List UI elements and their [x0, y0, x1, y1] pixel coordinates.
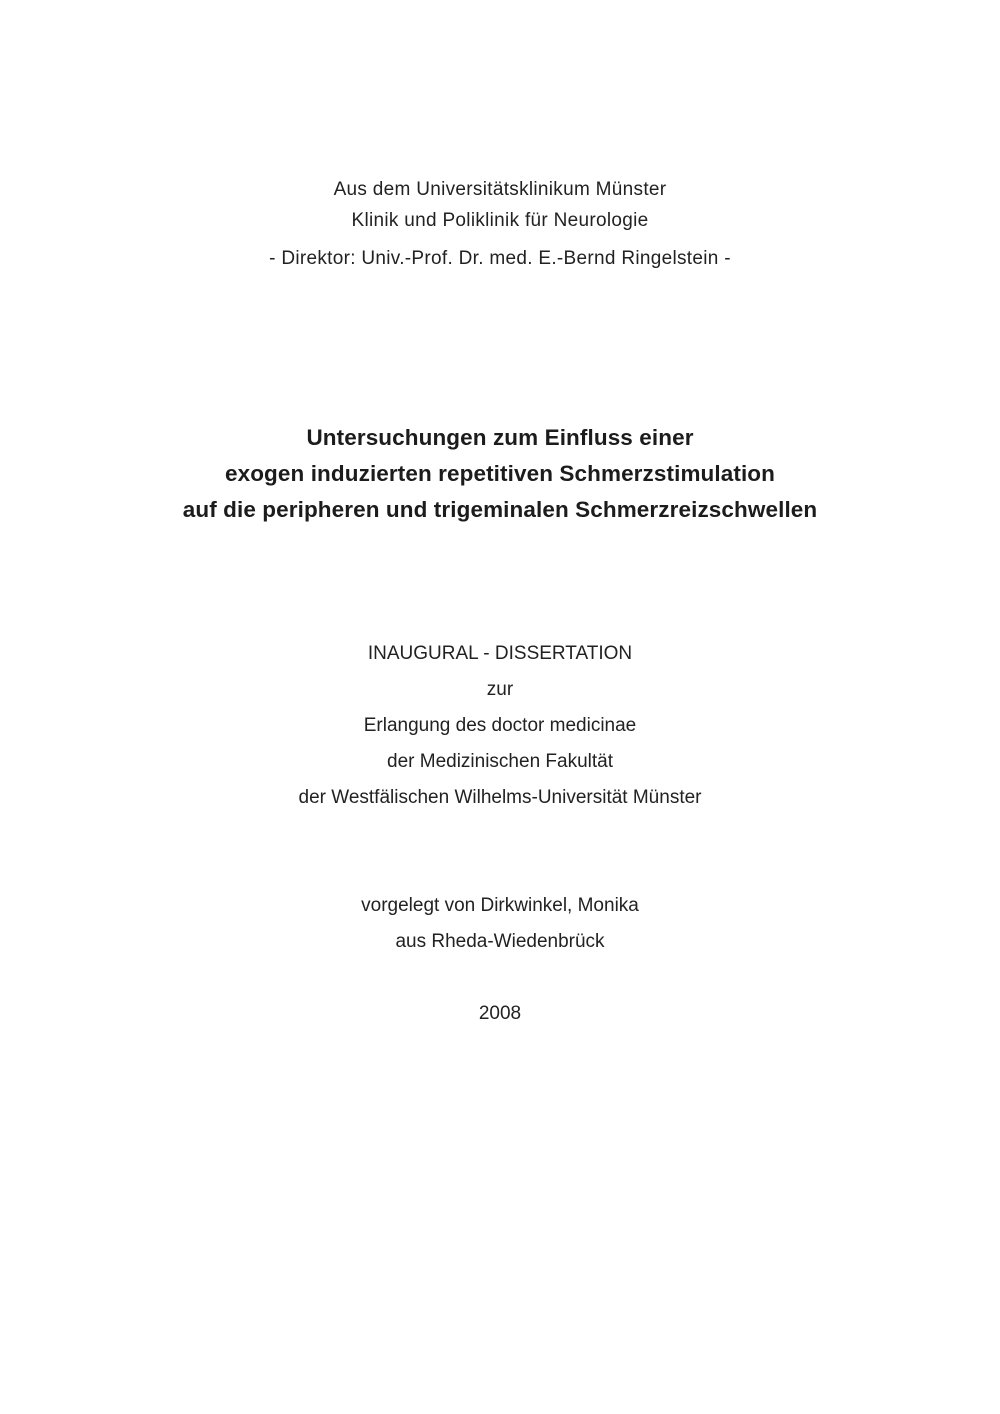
institution-line: Aus dem Universitätsklinikum Münster — [333, 179, 667, 200]
author-line: vorgelegt von Dirkwinkel, Monika — [361, 895, 639, 916]
dissertation-zur: zur — [486, 679, 514, 700]
clinic-line: Klinik und Poliklinik für Neurologie — [351, 210, 649, 231]
hometown-line: aus Rheda-Wiedenbrück — [395, 931, 605, 952]
university-line: der Westfälischen Wilhelms-Universität Münster — [298, 787, 702, 808]
faculty-line: der Medizinischen Fakultät — [387, 751, 613, 772]
thesis-title-line-3: auf die peripheren und trigeminalen Schmerzreizschwellen — [182, 497, 818, 522]
year: 2008 — [478, 1003, 522, 1024]
degree-line: Erlangung des doctor medicinae — [363, 715, 637, 736]
dissertation-label: INAUGURAL - DISSERTATION — [367, 643, 633, 664]
director-line: - Direktor: Univ.-Prof. Dr. med. E.-Bernd Ringelstein - — [269, 248, 731, 269]
thesis-title-line-1: Untersuchungen zum Einfluss einer — [306, 425, 694, 450]
thesis-title-line-2: exogen induzierten repetitiven Schmerzstimulation — [224, 461, 775, 486]
